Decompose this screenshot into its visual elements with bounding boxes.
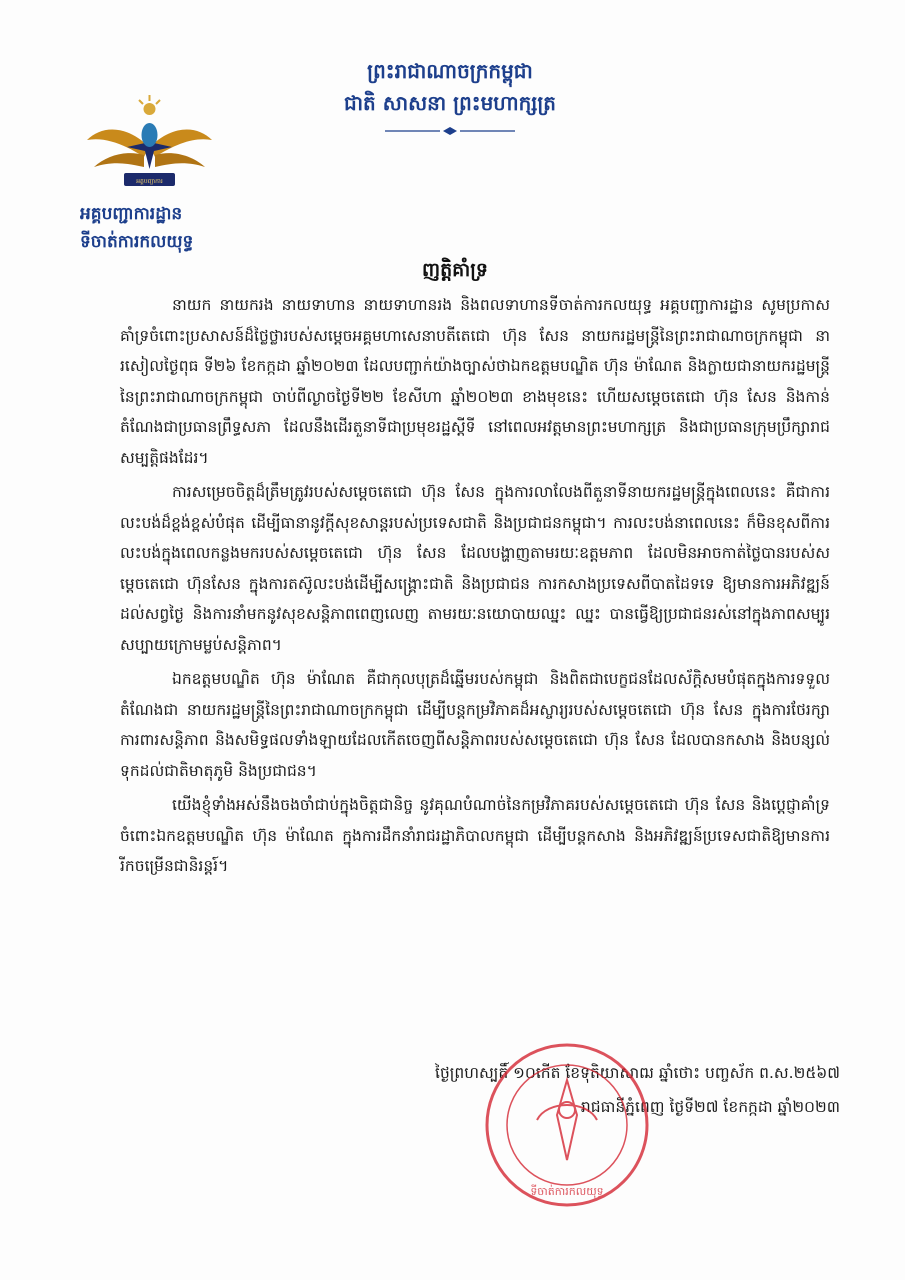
body-paragraph: ការសម្រេចចិត្តដ៏ត្រឹមត្រូវរបស់សម្តេចតេជោ ហ៊ុន សែន ក្នុងការលាលែងពីតួនាទីនាយករដ្ឋមន្ត្រីក្នុងពេលនេះ គឺជាការលះបង់ដ៏ខ្ពង់ខ្ពស់បំផុត ដើម្បីធានានូវក្តីសុខសាន្តរបស់ប្រទេសជាតិ និងប្រជាជនកម្ពុជា។ ការលះបង់នាពេលនេះ ក៏មិនខុសពីការលះបង់ក្នុងពេលកន្លងមករបស់សម្តេចតេជោ ហ៊ុន សែន ដែលបង្ហាញតាមរយៈឧត្តមភាព ដែលមិនអាចកាត់ថ្លៃបានរបស់សម្តេចតេជោ ហ៊ុនសែន ក្នុងការតស៊ូលះបង់ដើម្បីសង្គ្រោះជាតិ និងប្រជាជន ការកសាងប្រទេសពីបាតដៃទទេ ឱ្យមានការអភិវឌ្ឍន៍ដល់សព្វថ្ងៃ និងការនាំមកនូវសុខសន្តិភាពពេញលេញ តាមរយៈនយោបាយឈ្នះ ឈ្នះ បានធ្វើឱ្យប្រជាជនរស់នៅក្នុងភាពសម្បូរសប្បាយក្រោមម្លប់សន្តិភាព។ [120, 483, 830, 654]
military-emblem-logo [82, 95, 217, 195]
official-seal-stamp [482, 1040, 652, 1210]
document-title: ញត្តិគាំទ្រ [422, 259, 488, 281]
kingdom-motto [250, 55, 650, 119]
body-paragraph: នាយក នាយករង នាយទាហាន នាយទាហានរង និងពលទាហានទីចាត់ការកលយុទ្ធ អគ្គបញ្ជាការដ្ឋាន សូមប្រកាសគាំទ្រចំពោះប្រសាសន៍ដ៏ថ្លៃថ្លារបស់សម្តេចអគ្គមហាសេនាបតីតេជោ ហ៊ុន សែន នាយករដ្ឋមន្ត្រីនៃព្រះរាជាណាចក្រកម្ពុជា នារសៀលថ្ងៃពុធ ទី២៦ ខែកក្កដា ឆ្នាំ២០២៣ ដែលបញ្ជាក់យ៉ាងច្បាស់ថាឯកឧត្តមបណ្ឌិត ហ៊ុន ម៉ាណែត និងក្លាយជានាយករដ្ឋមន្ត្រីនៃព្រះរាជាណាចក្រកម្ពុជា ចាប់ពីល្ងាចថ្ងៃទី២២ ខែសីហា ឆ្នាំ២០២៣ ខាងមុខនេះ ហើយសម្តេចតេជោ ហ៊ុន សែន និងកាន់តំណែងជាប្រធានព្រឹទ្ធសភា ដែលនឹងដើរតួនាទីជាប្រមុខរដ្ឋស្តីទី នៅពេលអវត្តមានព្រះមហាក្សត្រ និងជាប្រធានក្រុមប្រឹក្សារាជសម្បត្តិផងដែរ។ [120, 296, 830, 467]
document-body [120, 290, 830, 882]
national-motto: ជាតិ សាសនា ព្រះមហាក្សត្រ [344, 91, 556, 115]
place-and-date: រាជធានីភ្នំពេញ ថ្ងៃទី២៧ ខែកក្កដា ឆ្នាំ២០២៣ [580, 1098, 840, 1116]
body-paragraph: យើងខ្ញុំទាំងអស់នឹងចងចាំជាប់ក្នុងចិត្តជានិច្ច នូវគុណបំណាច់នៃកម្រវិភាគរបស់សម្តេចតេជោ ហ៊ុន សែន និងប្តេជ្ញាគាំទ្រចំពោះឯកឧត្តមបណ្ឌិត ហ៊ុន ម៉ាណែត ក្នុងការដឹកនាំរាជរដ្ឋាភិបាលកម្ពុជា ដើម្បីបន្តកសាង និងអភិវឌ្ឍន៍ប្រទេសជាតិឱ្យមានការរីកចម្រើនជានិរន្តរ៍។ [120, 796, 830, 875]
org-name-line1: អគ្គបញ្ជាការដ្ឋាន [80, 204, 183, 224]
logo-banner-text: អគ្គបញ្ជាការ [136, 178, 163, 185]
kingdom-name: ព្រះរាជាណាចក្រកម្ពុជា [367, 59, 533, 83]
stamp-text: ទីចាត់ការកលយុទ្ធ [530, 1185, 604, 1198]
issuing-organization [80, 200, 255, 256]
org-name-line2: ទីចាត់ការកលយុទ្ធ [80, 232, 194, 252]
ornamental-divider [385, 127, 515, 135]
body-paragraph: ឯកឧត្តមបណ្ឌិត ហ៊ុន ម៉ាណែត គឺជាកុលបុត្រដ៏ឆ្នើមរបស់កម្ពុជា និងពិតជាបេក្ខជនដែលស័ក្តិសមបំផុតក្នុងការទទួលតំណែងជា នាយករដ្ឋមន្ត្រីនៃព្រះរាជាណាចក្រកម្ពុជា ដើម្បីបន្តកម្រវិភាគដ៏អស្ចារ្យរបស់សម្តេចតេជោ ហ៊ុន សែន ក្នុងការថែរក្សាការពារសន្តិភាព និងសមិទ្ធផលទាំងឡាយដែលកើតចេញពីសន្តិភាពរបស់សម្តេចតេជោ ហ៊ុន សែន ដែលបានកសាង និងបន្សល់ទុកដល់ជាតិមាតុភូមិ និងប្រជាជន។ [120, 670, 830, 780]
lunar-date: ថ្ងៃព្រហស្បតិ៍ ១០កើត ខែទុតិយាសាឍ ឆ្នាំថោះ បញ្ចស័ក ព.ស.២៥៦៧ [435, 1064, 840, 1082]
